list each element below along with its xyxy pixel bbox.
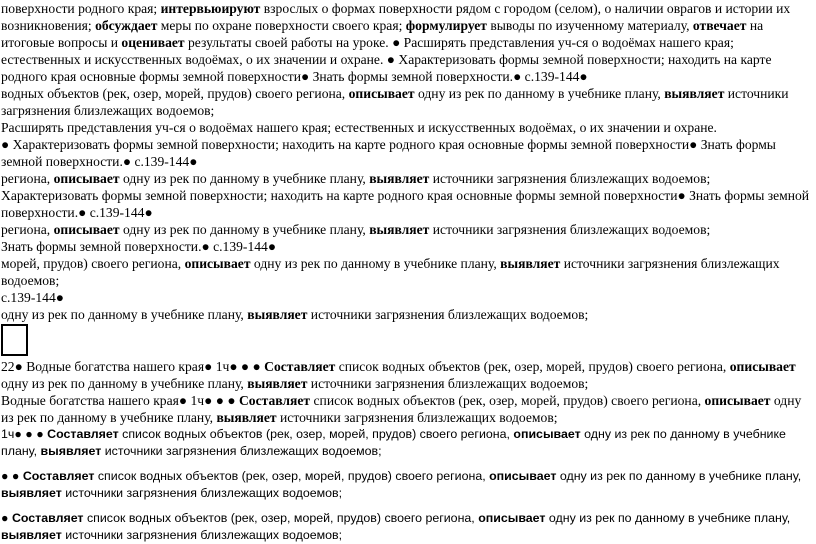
paragraph-9: морей, прудов) своего региона, описывает одну из рек по данному в учебнике плану, выявляет источники загрязнения близлежащих водоемов; xyxy=(1,256,780,288)
paragraph-12: 22● Водные богатства нашего края● 1ч● ● ● Составляет список водных объектов (рек, озер, морей, прудов) своего региона, описывает одну из рек по данному в учебнике плану, выявляет источники загрязнения близлежащих водоемов; xyxy=(1,359,796,391)
paragraph-4: ● Характеризовать формы земной поверхности; находить на карте родного края основные формы земной поверхности● Знать формы земной поверхности.● с.139-144● xyxy=(1,137,776,169)
paragraph-6: Характеризовать формы земной поверхности; находить на карте родного края основные формы земной поверхности● Знать формы земной поверхности.● с.139-144● xyxy=(1,188,810,220)
paragraph-10: с.139-144● xyxy=(1,290,64,305)
paragraph-7: региона, описывает одну из рек по данному в учебнике плану, выявляет источники загрязнения близлежащих водоемов; xyxy=(1,222,711,237)
paragraph-16: ● Составляет список водных объектов (рек, озер, морей, прудов) своего региона, описывает одну из рек по данному в учебнике плану, выявляет источники загрязнения близлежащих водоемов; xyxy=(1,511,791,542)
paragraph-14: 1ч● ● ● Составляет список водных объектов (рек, озер, морей, прудов) своего региона, описывает одну из рек по данному в учебнике плану, выявляет источники загрязнения близлежащих водоемов; xyxy=(1,427,786,458)
paragraph-1: поверхности родного края; интервьюируют взрослых о формах поверхности рядом с городом (селом), о наличии оврагов и истории их возникновения; обсуждает меры по охране поверхности своего края; формулирует выводы по изученному материалу, отвечает на итоговые вопросы и оценивает результаты своей работы на уроке. ● Расширять представления уч-ся о водоёмах нашего края; естественных и искусственных водоёмах, о их значении и охране. ● Характеризовать формы земной поверхности; находить на карте родного края основные формы земной поверхности● Знать формы земной поверхности.● с.139-144● xyxy=(1,1,791,84)
paragraph-2: водных объектов (рек, озер, морей, прудов) своего региона, описывает одну из рек по данному в учебнике плану, выявляет источники загрязнения близлежащих водоемов; xyxy=(1,86,789,118)
paragraph-13: Водные богатства нашего края● 1ч● ● ● Составляет список водных объектов (рек, озер, морей, прудов) своего региона, описывает одну из рек по данному в учебнике плану, выявляет источники загрязнения близлежащих водоемов; xyxy=(1,393,802,425)
paragraph-3: Расширять представления уч-ся о водоёмах нашего края; естественных и искусственных водоёмах, о их значении и охране. xyxy=(1,120,717,135)
paragraph-5: региона, описывает одну из рек по данному в учебнике плану, выявляет источники загрязнения близлежащих водоемов; xyxy=(1,171,711,186)
empty-box xyxy=(1,324,28,356)
spacer xyxy=(0,502,816,510)
paragraph-8: Знать формы земной поверхности.● с.139-144● xyxy=(1,239,277,254)
paragraph-11: одну из рек по данному в учебнике плану, выявляет источники загрязнения близлежащих водоемов; xyxy=(1,307,589,322)
paragraph-15: ● ● Составляет список водных объектов (рек, озер, морей, прудов) своего региона, описывает одну из рек по данному в учебнике плану, выявляет источники загрязнения близлежащих водоемов; xyxy=(1,469,802,500)
spacer xyxy=(0,460,816,468)
